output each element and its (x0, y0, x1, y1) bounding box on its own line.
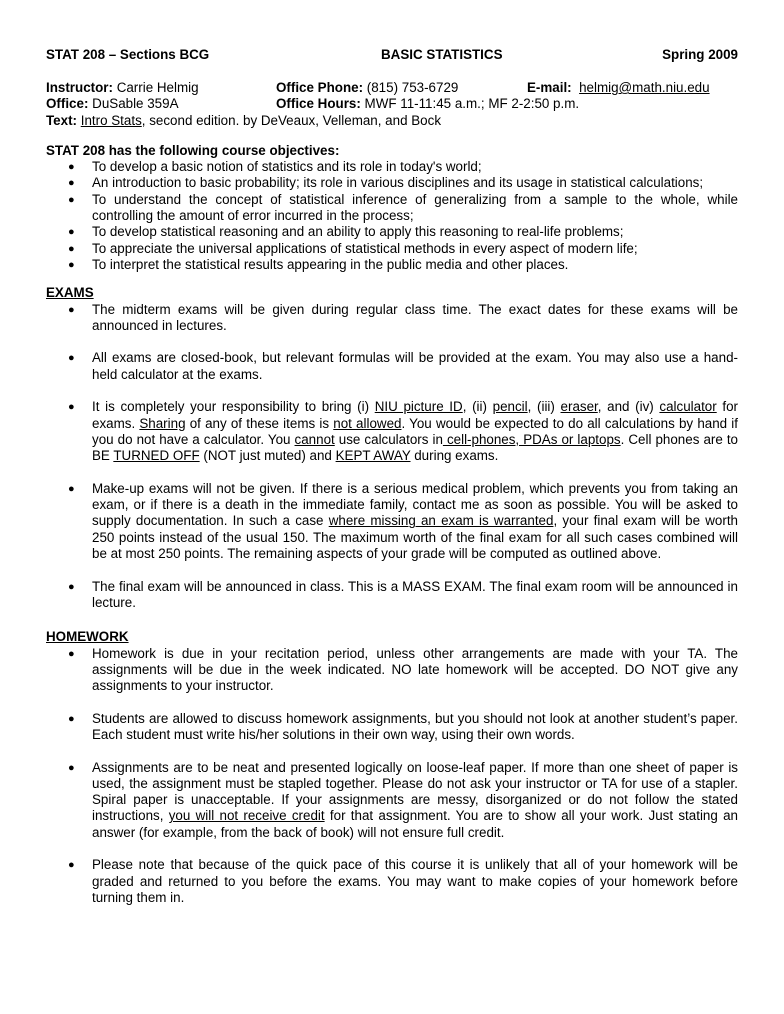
info-row-1 (46, 80, 738, 96)
list-item (46, 302, 738, 335)
bullet-icon: ● (68, 193, 75, 206)
bullet-icon: ● (68, 352, 75, 365)
objective-text: To develop statistical reasoning and an ability to apply this reasoning to real-life problems; (92, 224, 624, 240)
list-item (46, 579, 738, 612)
emphasis: calculator (659, 399, 717, 415)
emphasis: cannot (294, 431, 335, 447)
list-item (46, 350, 738, 383)
office-hours (276, 96, 579, 112)
emphasis: NIU picture ID (374, 399, 463, 415)
objective-text: To interpret the statistical results appearing in the public media and other places. (92, 256, 569, 272)
text-run: It is completely your responsibility to bring (i) (92, 399, 375, 415)
emphasis: cell-phones, PDAs or laptops (442, 431, 621, 447)
emphasis: TURNED OFF (113, 448, 200, 464)
text-run: during exams. (410, 448, 499, 464)
text-run: , and (iv) (597, 399, 660, 415)
emphasis: Sharing (139, 415, 186, 431)
email-label: E-mail: (527, 80, 572, 95)
hours-value: MWF 11-11:45 a.m.; MF 2-2:50 p.m. (360, 96, 580, 112)
bullet-icon: ● (68, 580, 75, 593)
objective-text: To appreciate the universal applications of statistical methods in every aspect of modern life; (92, 240, 638, 256)
bullet-icon: ● (68, 859, 75, 872)
hours-label: Office Hours: (276, 96, 361, 112)
course-code: STAT 208 – Sections BCG (46, 47, 210, 62)
homework-list (46, 646, 738, 907)
text-run: . You would be expected to do all calculations by hand if you do not have a calculator. You (92, 415, 739, 447)
info-row-2 (46, 96, 738, 112)
text-run: . Cell phones are to BE (92, 431, 739, 464)
office-value: DuSable 359A (88, 96, 179, 112)
list-item (46, 760, 738, 841)
emphasis: not allowed (333, 415, 402, 431)
list-item (46, 646, 738, 695)
emphasis: where missing an exam is warranted (328, 513, 554, 529)
objectives-list (46, 159, 738, 273)
list-item (46, 711, 738, 744)
list-item (46, 241, 738, 257)
semester: Spring 2009 (662, 47, 738, 62)
list-item (46, 159, 738, 175)
bullet-icon: ● (68, 712, 75, 725)
emphasis: eraser (560, 399, 598, 415)
info-row-3 (46, 113, 738, 129)
homework-policy-text: Please note that because of the quick pace of this course it is unlikely that all of your homework will be graded and returned to you before the exams. You may want to make copies of your homework before turning them in. (92, 857, 738, 905)
text-run: (NOT just muted) and (199, 448, 336, 464)
exam-policy-text: All exams are closed-book, but relevant formulas will be provided at the exam. You may also use a hand-held calculator at the exams. (92, 350, 738, 382)
phone-label: Office Phone: (276, 80, 364, 95)
list-item (46, 192, 738, 225)
exam-policy-text: The final exam will be announced in class. This is a MASS EXAM. The final exam room will be announced in lecture. (92, 578, 738, 610)
list-item (46, 257, 738, 273)
text-run: of any of these items is (185, 415, 334, 431)
emphasis: you will not receive credit (168, 808, 325, 824)
bullet-icon: ● (68, 161, 75, 174)
textbook-details: , second edition. by DeVeaux, Velleman, and Bock (141, 112, 442, 128)
bullet-icon: ● (68, 258, 75, 271)
homework-policy-text: Students are allowed to discuss homework assignments, but you should not look at another student’s paper. Each student must write his/her solutions in their own way, using their own words. (92, 710, 738, 742)
list-item (46, 481, 738, 562)
bullet-icon: ● (68, 761, 75, 774)
list-item (46, 175, 738, 191)
exam-policy-text: The midterm exams will be given during regular class time. The exact dates for these exams will be announced in lectures. (92, 301, 738, 333)
text-run: for that assignment. You are to show all your work. Just stating an answer (for example, from the back of book) will not ensure full credit. (92, 808, 738, 840)
exams-heading: EXAMS (46, 285, 94, 301)
text-run: Make-up exams will not be given. If there is a serious medical problem, which prevents you from taking an exam, or if there is a death in the immediate family, contact me as soon as possible. You will be asked to supply documentation. In such a case (92, 480, 738, 529)
text-run: for exams. (92, 399, 739, 431)
email (527, 80, 710, 96)
instructor-value: Carrie Helmig (112, 80, 199, 95)
office (46, 96, 179, 111)
exams-list (46, 302, 738, 612)
office-label: Office: (46, 96, 89, 112)
email-link[interactable]: helmig@math.niu.edu (579, 80, 710, 95)
office-phone (276, 80, 458, 96)
objectives-heading: STAT 208 has the following course objectives: (46, 142, 340, 158)
list-item (46, 224, 738, 240)
instructor (46, 80, 199, 95)
text-run: use calculators in (334, 431, 443, 447)
bullet-icon: ● (68, 303, 75, 316)
syllabus-page (46, 47, 738, 906)
course-title: BASIC STATISTICS (381, 47, 503, 62)
phone-value: (815) 753-6729 (363, 80, 459, 95)
bullet-icon: ● (68, 226, 75, 239)
text-run: Assignments are to be neat and presented logically on loose-leaf paper. If more than one sheet of paper is used, the assignment must be stapled together. Please do not ask your instructor or TA for use of a stapler. Spiral paper is unacceptable. If your assignments are messy, disorganized or do not follow the stated instructions, (92, 759, 738, 824)
instructor-label: Instructor: (46, 80, 113, 95)
text-label: Text: (46, 112, 77, 128)
emphasis: pencil (492, 399, 528, 415)
emphasis: KEPT AWAY (335, 448, 411, 464)
list-item (46, 399, 738, 464)
objective-text: An introduction to basic probability; its role in various disciplines and its usage in statistical calculations; (92, 175, 704, 191)
list-item (46, 857, 738, 906)
objective-text: To understand the concept of statistical inference of generalizing from a sample to the whole, while controlling the amount of error incurred in the process; (92, 191, 738, 224)
bullet-icon: ● (68, 482, 75, 495)
textbook-title: Intro Stats (80, 112, 142, 128)
homework-policy-text: Homework is due in your recitation period, unless other arrangements are made with your TA. The assignments will be due in the week indicated. NO late homework will be accepted. DO NOT give any assignments to your instructor. (92, 645, 738, 694)
bullet-icon: ● (68, 647, 75, 660)
homework-heading: HOMEWORK (46, 629, 129, 645)
course-info (46, 80, 738, 129)
objective-text: To develop a basic notion of statistics and its role in today's world; (92, 159, 482, 175)
text-run: , (ii) (462, 399, 493, 415)
text-run: , (iii) (527, 399, 561, 415)
bullet-icon: ● (68, 242, 75, 255)
page-header (46, 47, 738, 63)
bullet-icon: ● (68, 401, 75, 414)
bullet-icon: ● (68, 177, 75, 190)
text-run: , your final exam will be worth 250 points instead of the usual 150. The maximum worth of the final exam for all such cases combined will be at most 250 points. The remaining aspects of your grade will be computed as outlined above. (92, 513, 738, 562)
